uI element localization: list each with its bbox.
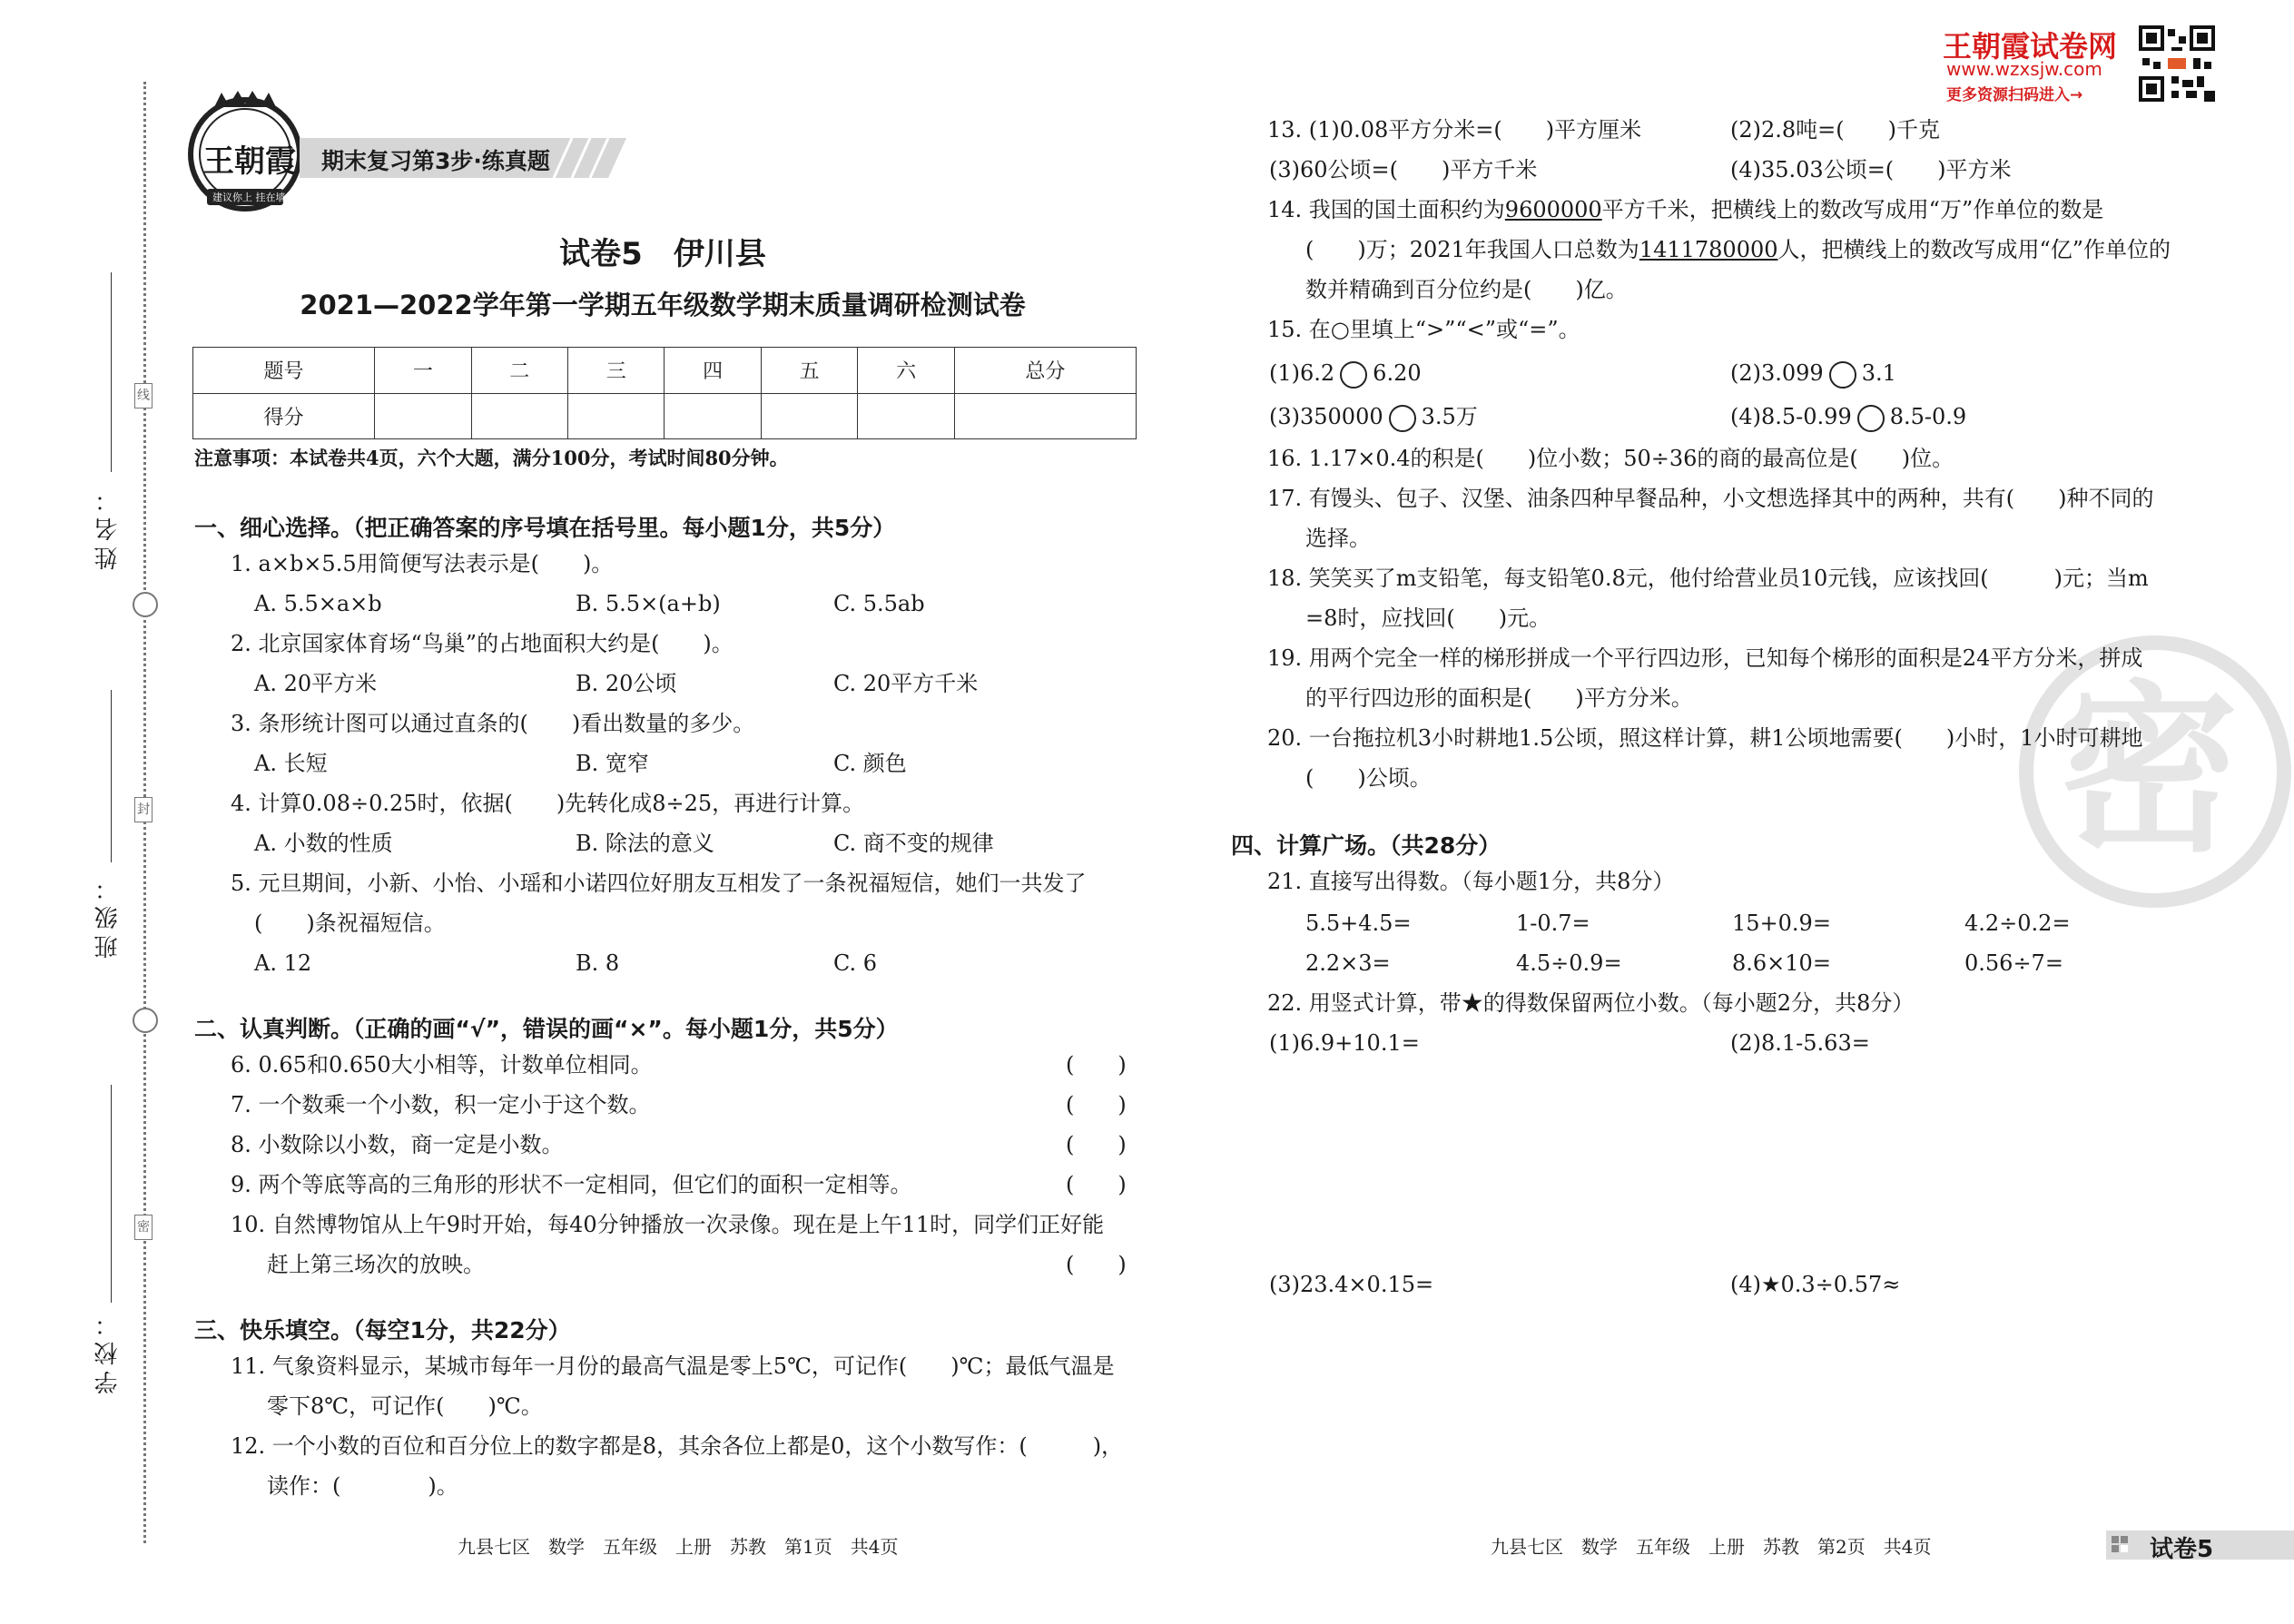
q13-3: (3)60公顷=( )平方千米: [1269, 157, 1538, 182]
q13-4: (4)35.03公顷=( )平方米: [1730, 157, 2012, 182]
score-cell[interactable]: [665, 393, 761, 439]
exam-subtitle: 2021—2022学年第一学期五年级数学期末质量调研检测试卷: [300, 290, 1026, 320]
footer-left: 九县七区 数学 五年级 上册 苏教 第1页 共4页: [458, 1536, 899, 1558]
q22: 22. 用竖式计算，带★的得数保留两位小数。（每小题2分，共8分）: [1267, 990, 1915, 1016]
score-cell[interactable]: [568, 393, 665, 439]
score-cell[interactable]: [954, 393, 1136, 439]
q15-3-left: (3)350000: [1269, 404, 1383, 429]
q15-1-right: 6.20: [1373, 360, 1422, 386]
school-label: 学校：: [94, 1307, 122, 1394]
q9: 9. 两个等底等高的三角形的形状不一定相同，但它们的面积一定相等。: [231, 1172, 912, 1197]
q13-1: 13. (1)0.08平方分米=( )平方厘米: [1267, 117, 1642, 143]
q15-4: [1730, 403, 1966, 432]
score-col-label: 题号: [193, 348, 375, 394]
q3-option-a: A. 长短: [254, 751, 328, 776]
qr-code[interactable]: [2139, 25, 2215, 102]
q22-3: (3)23.4×0.15=: [1269, 1272, 1434, 1297]
q14-text: ( )万；2021年我国人口总数为: [1305, 237, 1639, 262]
q5-stem: 5. 元旦期间，小新、小怡、小瑶和小诺四位好朋友互相发了一条祝福短信，她们一共发了: [231, 871, 1087, 896]
q15-4-right: 8.5-0.9: [1889, 404, 1967, 429]
q11: 11. 气象资料显示，某城市每年一月份的最高气温是零上5℃，可记作( )℃；最低气温是: [231, 1353, 1115, 1379]
wangzhaoxia-logo: [182, 87, 309, 214]
q11-cont: 零下8℃，可记作( )℃。: [267, 1393, 543, 1419]
section-1-heading: 一、细心选择。（把正确答案的序号填在括号里。每小题1分，共5分）: [194, 515, 896, 541]
q22-1: (1)6.9+10.1=: [1269, 1030, 1420, 1056]
score-row-label: 得分: [193, 393, 375, 439]
q4-option-a: A. 小数的性质: [254, 831, 393, 856]
secret-watermark-seal: [2019, 635, 2291, 908]
compare-circle[interactable]: [1340, 361, 1367, 389]
school-blank[interactable]: [111, 1085, 112, 1303]
calc-item: 0.56÷7=: [1964, 950, 2063, 976]
q10-answer-paren[interactable]: ( ): [1066, 1252, 1127, 1277]
q12-cont: 读作：( )。: [267, 1473, 458, 1499]
q7-answer-paren[interactable]: ( ): [1066, 1092, 1127, 1117]
q10: 10. 自然博物馆从上午9时开始，每40分钟播放一次录像。现在是上午11时，同学们正好能: [231, 1212, 1105, 1237]
score-col-1: 一: [375, 348, 471, 394]
q5-option-c: C. 6: [833, 950, 878, 976]
q14: [1267, 196, 2103, 223]
score-col-4: 四: [665, 348, 761, 394]
site-url[interactable]: www.wzxsjw.com: [1946, 58, 2102, 80]
q1-option-a: A. 5.5×a×b: [254, 591, 382, 616]
q13-2: (2)2.8吨=( )千克: [1730, 117, 1940, 143]
class-blank[interactable]: [111, 690, 112, 862]
calc-item: 8.6×10=: [1732, 950, 1831, 976]
q8-answer-paren[interactable]: ( ): [1066, 1132, 1127, 1157]
q16: 16. 1.17×0.4的积是( )位小数；50÷36的商的最高位是( )位。: [1267, 446, 1954, 471]
q14-number: 9600000: [1504, 197, 1602, 222]
q19-cont: 的平行四边形的面积是( )平方分米。: [1305, 685, 1693, 711]
calc-item: 4.2÷0.2=: [1964, 910, 2071, 936]
calc-item: 2.2×3=: [1305, 950, 1391, 976]
q22-2: (2)8.1-5.63=: [1730, 1030, 1870, 1056]
section-3-heading: 三、快乐填空。（每空1分，共22分）: [194, 1317, 571, 1343]
q6: 6. 0.65和0.650大小相等，计数单位相同。: [231, 1052, 653, 1078]
q10-cont: 赶上第三场次的放映。: [267, 1252, 485, 1277]
q6-answer-paren[interactable]: ( ): [1066, 1052, 1127, 1078]
compare-circle[interactable]: [1829, 361, 1856, 389]
exam-title: 试卷5 伊川县: [559, 236, 766, 272]
q14-text: 14. 我国的国土面积约为: [1267, 197, 1505, 222]
q7: 7. 一个数乘一个小数，积一定小于这个数。: [231, 1092, 651, 1117]
calc-item: 4.5÷0.9=: [1516, 950, 1622, 976]
q17-cont: 选择。: [1305, 526, 1371, 551]
compare-circle[interactable]: [1389, 405, 1416, 432]
score-table: [192, 347, 1137, 439]
q15-3-right: 3.5万: [1421, 404, 1478, 429]
q5-option-a: A. 12: [254, 950, 312, 976]
q5-stem-cont: ( )条祝福短信。: [254, 910, 446, 936]
q14-text: 人，把横线上的数改写成用“亿”作单位的: [1777, 237, 2171, 262]
banner-text: 期末复习第3步·练真题: [321, 148, 550, 174]
q5-option-b: B. 8: [576, 950, 620, 976]
side-mark-line: 线: [134, 383, 153, 408]
score-col-6: 六: [858, 348, 954, 394]
score-col-total: 总分: [954, 348, 1136, 394]
q4-option-b: B. 除法的意义: [576, 831, 714, 856]
notice: 注意事项：本试卷共4页，六个大题，满分100分，考试时间80分钟。: [194, 447, 789, 469]
calc-item: 5.5+4.5=: [1305, 910, 1412, 936]
side-circle: [133, 1008, 158, 1033]
q1-option-b: B. 5.5×(a+b): [576, 591, 721, 616]
q18-cont: =8时，应找回( )元。: [1305, 605, 1551, 631]
q4-stem: 4. 计算0.08÷0.25时，依据( )先转化成8÷25，再进行计算。: [231, 791, 865, 816]
section-2-heading: 二、认真判断。（正确的画“√”，错误的画“×”。每小题1分，共5分）: [194, 1016, 899, 1042]
logo-sub: 建议你上 挂在墙文: [212, 192, 296, 203]
q22-4: (4)★0.3÷0.57≈: [1730, 1272, 1901, 1297]
q2-stem: 2. 北京国家体育场“鸟巢”的占地面积大约是( )。: [231, 631, 733, 656]
q19: 19. 用两个完全一样的梯形拼成一个平行四边形，已知每个梯形的面积是24平方分米，拼成: [1267, 645, 2143, 671]
footer-tag: 试卷5: [2150, 1536, 2214, 1563]
q12: 12. 一个小数的百位和百分位上的数字都是8，其余各位上都是0，这个小数写作：( )，: [231, 1433, 1124, 1459]
q1-stem: 1. a×b×5.5用简便写法表示是( )。: [231, 551, 614, 576]
q15-3: [1269, 403, 1478, 432]
class-label: 班级：: [94, 871, 122, 959]
q15-1: [1269, 359, 1422, 389]
score-col-5: 五: [761, 348, 857, 394]
q20-cont: ( )公顷。: [1305, 765, 1432, 791]
q3-option-b: B. 宽窄: [576, 751, 649, 776]
q3-stem: 3. 条形统计图可以通过直条的( )看出数量的多少。: [231, 711, 755, 736]
score-col-3: 三: [568, 348, 665, 394]
site-tip: 更多资源扫码进入→: [1946, 86, 2083, 104]
site-name: 王朝霞试卷网: [1943, 29, 2118, 64]
score-cell[interactable]: [471, 393, 567, 439]
score-cell[interactable]: [761, 393, 857, 439]
q21: 21. 直接写出得数。（每小题1分，共8分）: [1267, 869, 1675, 894]
score-col-2: 二: [471, 348, 567, 394]
side-mark-seal: 封: [134, 797, 153, 822]
q2-option-b: B. 20公顷: [576, 671, 677, 696]
calc-item: 15+0.9=: [1732, 910, 1831, 936]
logo-text: 王朝霞: [203, 143, 296, 180]
review-banner: [300, 134, 635, 182]
q15: 15. 在○里填上“>”“<”或“=”。: [1267, 317, 1580, 342]
q2-option-c: C. 20平方千米: [833, 671, 979, 696]
q14-text: 平方千米，把横线上的数改写成用“万”作单位的数是: [1601, 197, 2104, 222]
score-table-row: [193, 393, 1137, 439]
q15-1-left: (1)6.2: [1269, 360, 1335, 386]
q17: 17. 有馒头、包子、汉堡、油条四种早餐品种，小文想选择其中的两种，共有( )种不同的: [1267, 486, 2154, 511]
q2-option-a: A. 20平方米: [254, 671, 378, 696]
section-4-heading: 四、计算广场。（共28分）: [1231, 832, 1501, 859]
q3-option-c: C. 颜色: [833, 751, 907, 776]
footer-tag-squares: [2112, 1536, 2130, 1554]
score-cell[interactable]: [858, 393, 954, 439]
q1-option-c: C. 5.5ab: [833, 591, 925, 616]
q15-4-left: (4)8.5-0.99: [1730, 404, 1852, 429]
calc-item: 1-0.7=: [1516, 910, 1590, 936]
q20: 20. 一台拖拉机3小时耕地1.5公顷，照这样计算，耕1公顷地需要( )小时，1小时可耕地: [1267, 725, 2143, 751]
q15-2: [1730, 359, 1896, 389]
score-cell[interactable]: [375, 393, 471, 439]
q15-2-left: (2)3.099: [1730, 360, 1824, 386]
q9-answer-paren[interactable]: ( ): [1066, 1172, 1127, 1197]
q15-2-right: 3.1: [1861, 360, 1896, 386]
side-circle: [133, 592, 158, 617]
name-label: 姓名：: [94, 483, 122, 570]
q14-cont2: 数并精确到百分位约是( )亿。: [1305, 277, 1628, 302]
compare-circle[interactable]: [1857, 405, 1885, 432]
q14-population: 1411780000: [1639, 237, 1778, 262]
q8: 8. 小数除以小数，商一定是小数。: [231, 1132, 564, 1157]
q4-option-c: C. 商不变的规律: [833, 831, 994, 856]
q18: 18. 笑笑买了m支铅笔，每支铅笔0.8元，他付给营业员10元钱，应该找回( )元；当m: [1267, 566, 2149, 591]
side-mark-tight: 密: [134, 1215, 153, 1240]
q14-cont: [1305, 236, 2171, 263]
footer-right: 九县七区 数学 五年级 上册 苏教 第2页 共4页: [1491, 1536, 1932, 1558]
score-table-header: [193, 348, 1137, 394]
watermark-glyph: 密: [2057, 665, 2240, 877]
